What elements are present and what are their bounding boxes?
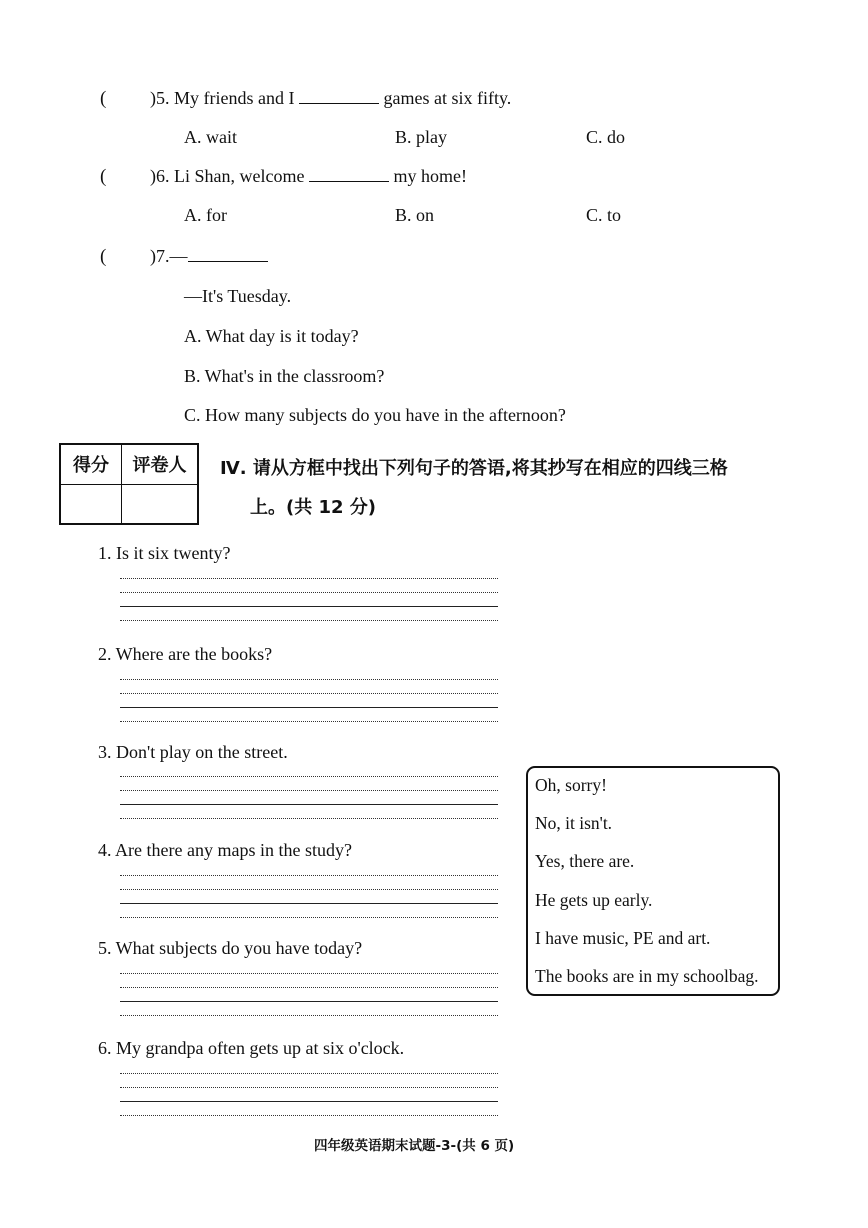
writing-lines[interactable] [120,679,498,725]
answer-choice: Yes, there are. [535,851,635,871]
answer-choices-box [526,766,780,996]
writing-lines[interactable] [120,776,498,822]
option-a: A. for [184,205,227,225]
question-text: My friends and I [174,88,295,108]
answer-paren: ( [100,88,107,109]
question-6 [150,166,467,187]
question-7 [150,246,268,267]
question-5 [150,88,511,109]
option-b: B. What's in the classroom? [184,366,385,386]
writing-lines[interactable] [120,973,498,1019]
answer-choice: Oh, sorry! [535,775,607,795]
option-c: C. How many subjects do you have in the afternoon? [184,405,566,425]
option-a: A. What day is it today? [184,326,359,346]
writing-lines[interactable] [120,875,498,921]
answer-paren: ( [100,166,107,187]
fill-blank[interactable] [299,89,379,104]
question-number: )6. [150,166,170,186]
answer-choice: The books are in my schoolbag. [535,966,759,986]
question-text: games at six fifty. [383,88,512,108]
reply-text: —It's Tuesday. [184,286,292,306]
grader-header: 评卷人 [122,444,199,484]
score-table [59,443,199,525]
section-title-cont: 上。(共 12 分) [250,497,377,518]
writing-lines[interactable] [120,1073,498,1119]
question-number: )7. [150,246,170,266]
question-4: 4. Are there any maps in the study? [98,840,352,860]
question-5-iv: 5. What subjects do you have today? [98,938,363,958]
question-2: 2. Where are the books? [98,644,273,664]
question-text: Li Shan, welcome [174,166,305,186]
grader-cell[interactable] [122,484,199,524]
question-number: )5. [150,88,170,108]
score-cell[interactable] [60,484,122,524]
option-c: C. do [586,127,626,147]
question-3: 3. Don't play on the street. [98,742,288,762]
option-c: C. to [586,205,622,225]
page-footer: 四年级英语期末试题-3-(共 6 页) [314,1138,515,1154]
option-b: B. play [395,127,447,147]
fill-blank[interactable] [309,167,389,182]
answer-choice: I have music, PE and art. [535,928,711,948]
answer-choice: No, it isn't. [535,813,613,833]
score-header: 得分 [60,444,122,484]
option-b: B. on [395,205,435,225]
option-a: A. wait [184,127,237,147]
fill-blank[interactable] [188,247,268,262]
section-title: Ⅳ. 请从方框中找出下列句子的答语,将其抄写在相应的四线三格 [220,458,728,479]
question-text: my home! [393,166,467,186]
question-1: 1. Is it six twenty? [98,543,231,563]
writing-lines[interactable] [120,578,498,624]
answer-choice: He gets up early. [535,890,653,910]
question-6-iv: 6. My grandpa often gets up at six o'clock. [98,1038,405,1058]
dash: — [169,246,188,266]
answer-paren: ( [100,246,107,267]
